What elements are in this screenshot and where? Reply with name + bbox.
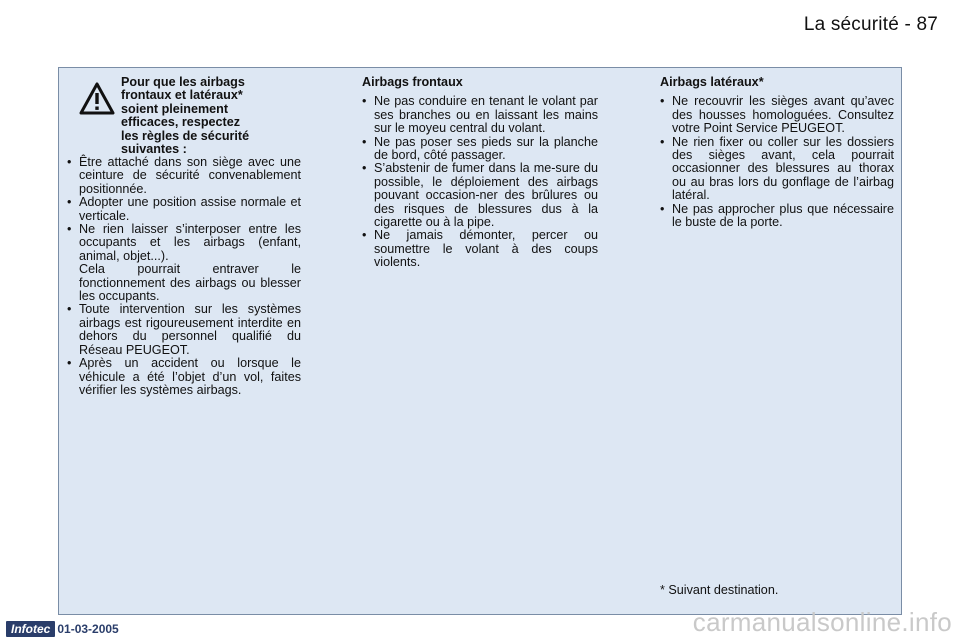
warning-title-line: frontaux et latéraux*: [121, 88, 243, 103]
frontal-airbags-heading: Airbags frontaux: [362, 75, 463, 89]
infotec-logo: Infotec: [6, 621, 55, 637]
frontal-item: • S’abstenir de fumer dans la me-sure du possible, le déploiement des airbags pouvant occasion-ner des brûlures ou des risques de blessures dus à la cigarette ou à la pipe.: [362, 162, 598, 229]
warning-triangle-icon: [79, 82, 115, 116]
frontal-item: • Ne pas conduire en tenant le volant par ses branches ou en laissant les mains sur le moyeu central du volant.: [362, 95, 598, 135]
footnote: * Suivant destination.: [660, 583, 779, 597]
warning-title-line: les règles de sécurité: [121, 128, 250, 143]
warning-item: • Après un accident ou lorsque le véhicule a été l’objet d’un vol, faites vérifier les systèmes airbags.: [67, 357, 301, 397]
warning-list: [67, 156, 301, 263]
airbag-safety-panel: [58, 67, 902, 615]
page-title: La sécurité - 87: [803, 14, 938, 35]
frontal-airbags-list: [362, 95, 598, 269]
footer-date: 01-03-2005: [57, 622, 119, 636]
warning-item: • Toute intervention sur les systèmes airbags est rigoureusement interdite en dehors du personnel qualifié du Réseau PEUGEOT.: [67, 303, 301, 357]
warning-title-line: efficaces, respectez: [121, 115, 241, 130]
lateral-item: • Ne recouvrir les sièges avant qu’avec des housses homologuées. Consultez votre Point Service PEUGEOT.: [660, 95, 894, 135]
warning-header: [67, 76, 301, 156]
frontal-item: • Ne pas poser ses pieds sur la planche de bord, côté passager.: [362, 136, 598, 163]
warning-item: • Être attaché dans son siège avec une ceinture de sécurité convenablement positionnée.: [67, 156, 301, 196]
lateral-item: • Ne rien fixer ou coller sur les dossiers des sièges avant, cela pourrait occasionner des blessures au thorax ou au bras lors du gonflage de l’airbag latéral.: [660, 136, 894, 203]
warning-list-2: [67, 303, 301, 397]
lateral-airbags-heading: Airbags latéraux*: [660, 75, 764, 89]
lateral-airbags-column: [660, 76, 894, 229]
warning-continuation: Cela pourrait entraver le fonctionnement des airbags ou blesser les occupants.: [79, 262, 301, 304]
warning-title-line: Pour que les airbags: [121, 75, 245, 89]
warning-item: • Adopter une position assise normale et verticale.: [67, 196, 301, 223]
warning-item: • Ne rien laisser s’interposer entre les occupants et les airbags (enfant, animal, objet...).: [67, 223, 301, 263]
lateral-airbags-list: [660, 95, 894, 229]
lateral-item: • Ne pas approcher plus que nécessaire le buste de la porte.: [660, 203, 894, 230]
frontal-item: • Ne jamais démonter, percer ou soumettre le volant à des coups violents.: [362, 229, 598, 269]
warning-column: [67, 76, 301, 397]
watermark: carmanualsonline.info: [692, 607, 952, 637]
footer: [6, 621, 119, 637]
frontal-airbags-column: [362, 76, 598, 270]
warning-title-line: suivantes :: [121, 142, 187, 157]
warning-title: [121, 76, 299, 156]
warning-title-line: soient pleinement: [121, 101, 229, 116]
